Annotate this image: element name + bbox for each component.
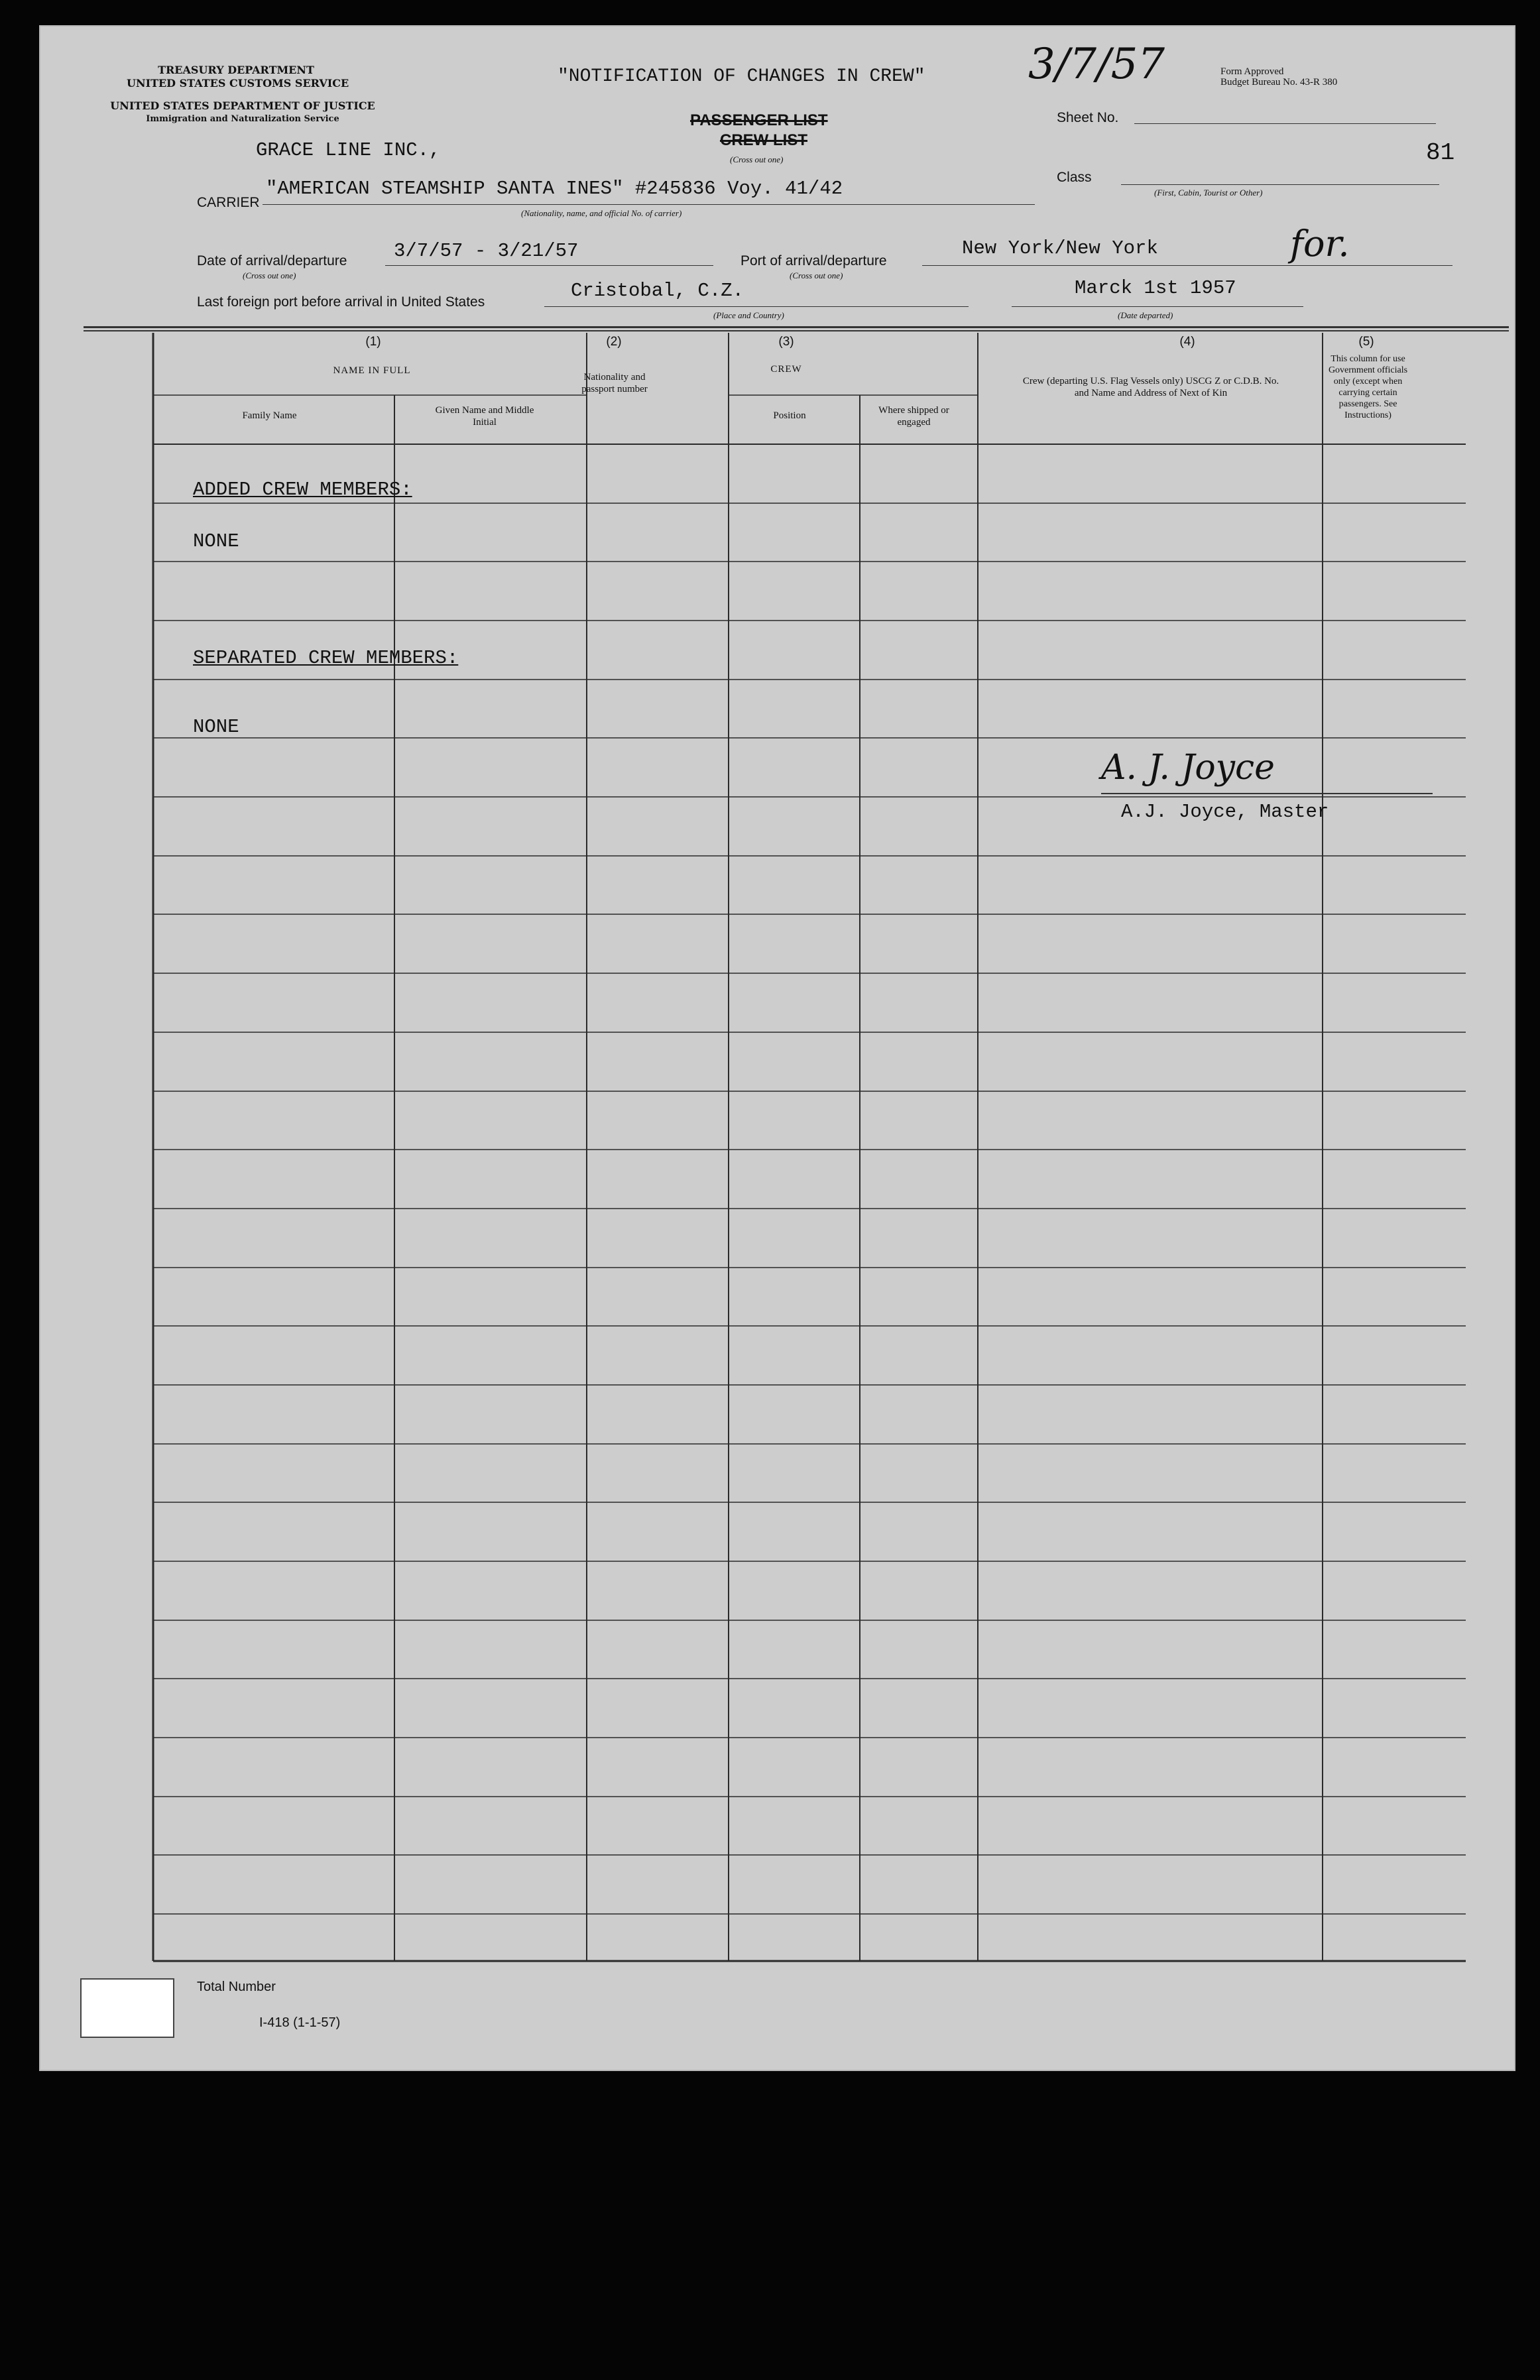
carrier-company: GRACE LINE INC., [256,139,441,161]
carrier-value: "AMERICAN STEAMSHIP SANTA INES" #245836 Voy. 41/42 [266,178,843,200]
agency-line-1: TREASURY DEPARTMENT [158,64,314,76]
col1-number: (1) [365,335,381,349]
col1-title: NAME IN FULL [333,365,411,376]
col3a-position: Position [773,410,806,421]
col1b-given-name: Given Name and Middle Initial [435,405,534,428]
sheet-value: 81 [1426,139,1455,166]
port-note: (Cross out one) [790,270,843,280]
separated-crew-heading: SEPARATED CREW MEMBERS: [193,647,459,669]
date-label: Date of arrival/departure [197,253,347,268]
class-label: Class [1057,170,1092,185]
total-number-box [80,1978,174,2038]
crew-list-option: CREW LIST [720,131,807,149]
port-handwritten-note: for. [1290,223,1350,265]
date-value: 3/7/57 - 3/21/57 [394,240,579,262]
form-number: I-418 (1-1-57) [259,2015,341,2030]
last-port-label: Last foreign port before arrival in United States [197,294,485,310]
signature-rule [1101,793,1433,794]
departed-value: Marck 1st 1957 [1075,277,1236,299]
class-note: (First, Cabin, Tourist or Other) [1154,188,1263,198]
form-title: "NOTIFICATION OF CHANGES IN CREW" [558,66,925,87]
col2-title: Nationality and passport number [581,372,648,394]
passenger-list-option: PASSENGER LIST [690,111,828,129]
col4-number: (4) [1179,335,1195,349]
list-cross-out-note: (Cross out one) [730,154,784,164]
carrier-note: (Nationality, name, and official No. of carrier) [521,208,682,218]
added-crew-heading: ADDED CREW MEMBERS: [193,479,412,501]
departed-note: (Date departed) [1118,310,1173,320]
approval-line-1: Form Approved [1220,66,1284,77]
approval-line-2: Budget Bureau No. 43-R 380 [1220,77,1338,88]
agency-line-4: Immigration and Naturalization Service [146,114,339,124]
date-note: (Cross out one) [243,270,296,280]
last-port-value: Cristobal, C.Z. [571,280,744,302]
crew-table-grid [40,27,1514,2070]
carrier-label: CARRIER [197,195,260,210]
col5-title: This column for use Government officials only (except when carrying certain passengers. See Instructions) [1328,354,1408,420]
agency-line-3: UNITED STATES DEPARTMENT OF JUSTICE [110,99,375,112]
separated-crew-value: NONE [193,716,239,738]
added-crew-value: NONE [193,530,239,552]
col2-number: (2) [606,335,622,349]
last-port-note: (Place and Country) [713,310,784,320]
col4-title: Crew (departing U.S. Flag Vessels only) USCG Z or C.D.B. No. and Name and Address of Next of Kin [1022,376,1279,398]
master-signature: A. J. Joyce [1101,748,1275,788]
port-label: Port of arrival/departure [740,253,887,268]
agency-line-2: UNITED STATES CUSTOMS SERVICE [127,77,349,89]
col3-title: CREW [770,364,802,375]
total-number-label: Total Number [197,1980,276,1994]
master-typed-name: A.J. Joyce, Master [1121,801,1329,823]
col3-number: (3) [778,335,794,349]
col3b-where-shipped: Where shipped or engaged [878,405,949,428]
port-value: New York/New York [962,237,1158,259]
handwritten-date: 3/7/57 [1028,40,1165,89]
crew-list-form [39,25,1515,2071]
col1a-family-name: Family Name [242,410,297,421]
col5-number: (5) [1358,335,1374,349]
sheet-label: Sheet No. [1057,110,1119,125]
